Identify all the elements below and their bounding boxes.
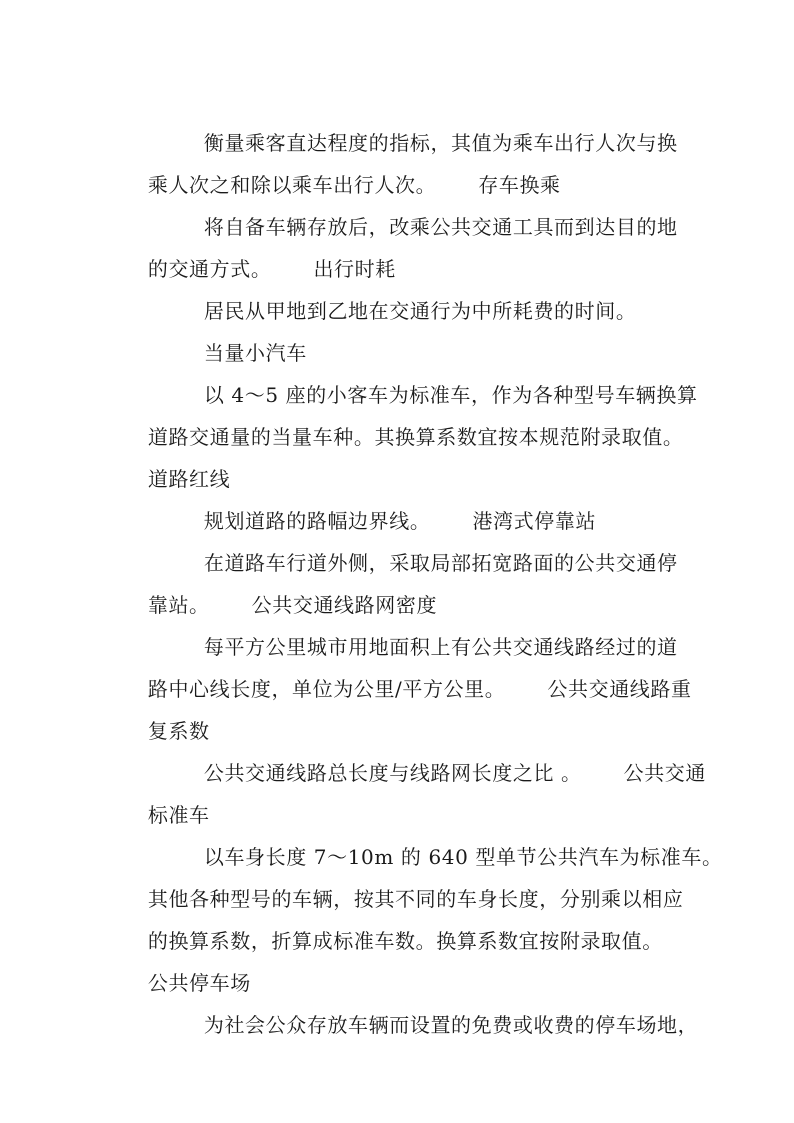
line-text: 标准车 — [147, 803, 210, 827]
line-text: 的换算系数，折算成标准车数。换算系数宜按附录取值。 — [147, 929, 663, 953]
line-text: 将自备车辆存放后，改乘公共交通工具而到达目的地 — [203, 215, 678, 239]
line-text: 的交通方式。 — [147, 257, 272, 281]
line-text: 当量小汽车 — [203, 341, 307, 365]
term-heading: 公共交通线路网密度 — [251, 593, 438, 617]
term-heading: 公共交通 — [623, 761, 707, 785]
line-text: 道路红线 — [147, 467, 231, 491]
line-text: 道路交通量的当量车种。其换算系数宜按本规范附录取值。 — [147, 425, 684, 449]
line-text: 复系数 — [147, 719, 210, 743]
line-text: 靠站。 — [147, 593, 210, 617]
line-text: 路中心线长度，单位为公里/平方公里。 — [147, 677, 506, 701]
line-text: 衡量乘客直达程度的指标，其值为乘车出行人次与换 — [203, 131, 678, 155]
text-line — [176, 986, 698, 1064]
term-heading: 出行时耗 — [313, 257, 396, 281]
term-heading: 港湾式停靠站 — [472, 509, 597, 533]
line-text: 以 4～5 座的小客车为标准车，作为各种型号车辆换算 — [203, 383, 698, 407]
line-text: 每平方公里城市用地面积上有公共交通线路经过的道 — [203, 635, 678, 659]
line-text: 公共停车场 — [147, 971, 251, 995]
term-heading: 公共交通线路重 — [547, 677, 692, 701]
line-text: 在道路车行道外侧，采取局部拓宽路面的公共交通停 — [203, 551, 678, 575]
line-text: 其他各种型号的车辆，按其不同的车身长度，分别乘以相应 — [147, 887, 684, 911]
line-text: 乘人次之和除以乘车出行人次。 — [147, 173, 437, 197]
term-heading: 存车换乘 — [478, 173, 561, 197]
line-text: 公共交通线路总长度与线路网长度之比 。 — [203, 761, 582, 785]
line-text: 规划道路的路幅边界线。 — [203, 509, 431, 533]
line-text: 以车身长度 7～10m 的 640 型单节公共汽车为标准车。 — [203, 845, 723, 869]
text-line — [176, 734, 706, 812]
line-text: 居民从甲地到乙地在交通行为中所耗费的时间。 — [203, 299, 637, 323]
line-text: 为社会公众存放车辆而设置的免费或收费的停车场地， — [203, 1013, 699, 1037]
